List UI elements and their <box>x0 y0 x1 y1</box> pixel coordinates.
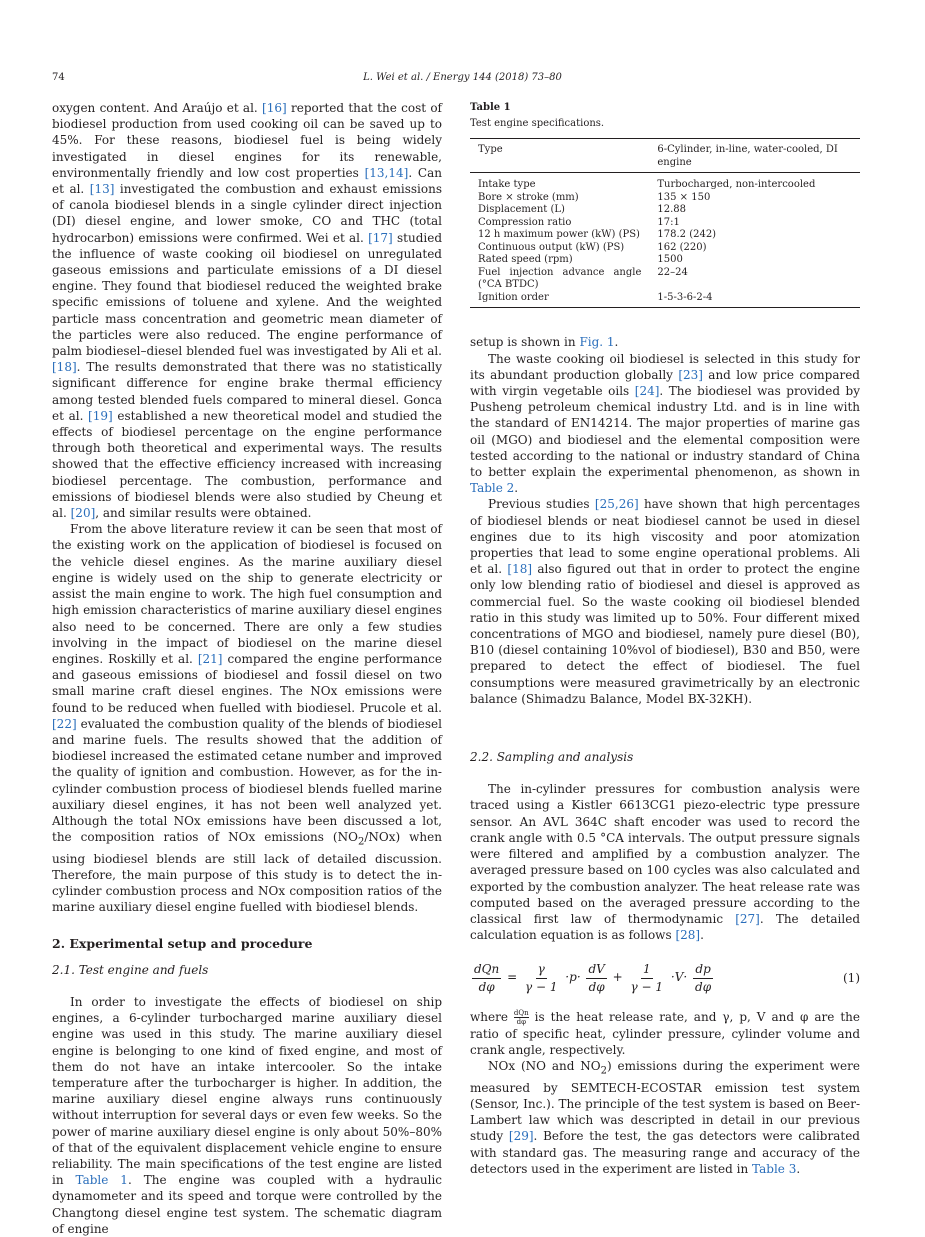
text-run: established a new theoretical model and studied the effects of biodiesel percentage on the engine performance through both theoretical and experimental ways. The results showed that the effective efficiency increased with increasing biodiesel percentage. The combustion, performance and emissions of biodiesel blends were also studied by Cheung et al. <box>52 408 443 521</box>
text-run: The waste cooking oil biodiesel is selected in this study for its abundant production globally <box>470 351 860 382</box>
text-run: . <box>700 928 704 943</box>
citation-link[interactable]: [19] <box>88 408 113 423</box>
table-cell: 1500 <box>657 254 683 266</box>
fraction <box>472 961 501 994</box>
paragraph <box>52 521 442 915</box>
numerator: dp <box>693 961 712 978</box>
pressure-symbol: p <box>569 970 577 985</box>
text-run: oxygen content. And Araújo et al. <box>52 101 263 115</box>
running-header: L. Wei et al. / Energy 144 (2018) 73–80 <box>363 72 562 83</box>
equation-body <box>470 961 715 994</box>
text-run: investigated the combustion and exhaust emissions of canola biodiesel blends in a single cylinder direct injection (DI) diesel engine, and lower smoke, CO and THC (total hydrocarbon) emissions were confirmed. Wei et al. <box>52 182 442 245</box>
citation-link[interactable]: [25,26] <box>594 497 639 512</box>
citation-link[interactable]: [27] <box>735 911 760 926</box>
text-run: have shown that high percentages of biodiesel blends or neat biodiesel cannot be used in diesel engines due to its high viscosity and poor atomization properties that lead to some engine operational problems. Ali et al. <box>470 497 860 577</box>
inline-fraction <box>514 1009 529 1026</box>
table-cell: Fuel injection advance angle (°CA BTDC) <box>478 266 642 291</box>
text-run: compared the engine performance and gaseous emissions of biodiesel and fossil diesel on two small marine craft diesel engines. The NOx emissions were found to be reduced when fuelled with biodiesel. Prucole et al. <box>52 651 443 715</box>
table-cell: Turbocharged, non-intercooled <box>657 179 816 191</box>
subsection-heading: 2.2. Sampling and analysis <box>470 750 634 765</box>
table-header-row <box>470 139 860 173</box>
page-number: 74 <box>52 72 65 83</box>
table-cell: Bore × stroke (mm) <box>478 191 579 203</box>
table-header-cell: Type <box>470 139 649 173</box>
dot-operator: · <box>683 970 688 985</box>
paragraph <box>52 994 442 1237</box>
text-run: . <box>796 1161 801 1176</box>
denominator: γ − 1 <box>630 979 664 994</box>
equation-1 <box>470 961 860 994</box>
denominator: dφ <box>695 979 712 994</box>
subscript: 2 <box>600 1065 607 1077</box>
fraction <box>629 961 666 994</box>
table-row <box>470 242 860 255</box>
text-run: . Can et al. <box>52 165 443 197</box>
paragraph <box>470 1058 860 1177</box>
table-header-cell: 6-Cylinder, in-line, water-cooled, DI engine <box>649 139 860 173</box>
table-row <box>470 292 860 308</box>
table-row <box>470 217 860 230</box>
text-run: ) emissions during the experiment were measured by SEMTECH-ECOSTAR emission test system (Sensor, Inc.). The principle of the test system is based on Beer-Lambert law which was descripted in detail in our previous study <box>470 1059 860 1144</box>
text-run: /NOx) when using biodiesel blends are still lack of detailed discussion. Therefore, the main purpose of this study is to detect the in-cylinder combustion process and NOx composition ratios of the marine auxiliary diesel engine fuelled with biodiesel blends. <box>52 830 442 915</box>
text-run: . The engine was coupled with a hydraulic dynamometer and its speed and torque were controlled by the Changtong diesel engine test system. The schematic diagram of engine <box>52 1173 442 1236</box>
table-caption: Test engine specifications. <box>470 118 605 130</box>
plus-sign: + <box>612 970 623 985</box>
citation-link[interactable]: [20] <box>70 506 96 521</box>
table-cell: 178.2 (242) <box>657 229 717 241</box>
numerator: dV <box>586 961 606 978</box>
paragraph <box>470 781 860 943</box>
text-run: . The results demonstrated that there was no statistically significant difference for engine brake thermal efficiency among tested blended fuels compared to mineral diesel. Gonca et al. <box>52 360 442 423</box>
table-cell: 22–24 <box>657 266 688 278</box>
text-run: evaluated the combustion quality of the blends of biodiesel and marine fuels. The results showed that the addition of biodiesel increased the estimated cetane number and improved the quality of ignition and combustion. However, as for the in-cylinder combustion process of biodiesel blends fuelled marine auxiliary diesel engines, it has not been well analyzed yet. Although the total NOx emissions have been discussed a lot, the composition ratios of NOx emissions (NO <box>52 716 442 845</box>
citation-link[interactable]: [28] <box>675 928 701 943</box>
table-row <box>470 173 860 192</box>
numerator: 1 <box>641 961 653 978</box>
citation-link[interactable]: [23] <box>678 367 703 382</box>
citation-link[interactable]: [16] <box>262 101 287 115</box>
text-run: . <box>514 481 519 496</box>
citation-link[interactable]: [29] <box>508 1129 534 1144</box>
dot-operator: · <box>670 970 675 985</box>
table-label: Table 1 <box>470 102 511 113</box>
numerator: γ <box>536 961 547 978</box>
paragraph <box>470 351 860 497</box>
fraction <box>586 961 606 994</box>
table-cell: Compression ratio <box>478 216 572 228</box>
paragraph <box>470 1009 860 1058</box>
citation-link[interactable]: [21] <box>197 651 223 666</box>
denominator: dφ <box>478 979 495 994</box>
citation-link[interactable]: [18] <box>507 562 533 577</box>
citation-link[interactable]: Table 2 <box>470 481 515 496</box>
text-run: . Before the test, the gas detectors were calibrated with standard gas. The measuring range and accuracy of the detectors used in the experiment are listed in <box>470 1129 860 1176</box>
citation-link[interactable]: Table 3 <box>752 1161 797 1176</box>
table-row <box>470 204 860 217</box>
table-cell: 12.88 <box>657 204 687 216</box>
text-run: The in-cylinder pressures for combustion analysis were traced using a Kistler 6613CG1 piezo-electric type pressure sensor. An AVL 364C shaft encoder was used to record the crank angle with 0.5 °CA intervals. The output pressure signals were filtered and amplified by a combustion analyzer. The averaged pressure based on 100 cycles was also calculated and exported by the combustion analyzer. The heat release rate was computed based on the averaged pressure according to the classical first law of thermodynamic <box>470 782 860 926</box>
table-cell: 1-5-3-6-2-4 <box>649 292 860 308</box>
text-run: From the above literature review it can be seen that most of the existing work on the application of biodiesel is focused on the vehicle diesel engines. As the marine auxiliary diesel engine is widely used on the ship to generate electricity or assist the main engine to work. The high fuel consumption and high emission characteristics of marine auxiliary diesel engines also need to be concerned. There are only a few studies involving in the impact of biodiesel on the marine diesel engines. Roskilly et al. <box>52 522 442 666</box>
text-run: reported that the cost of biodiesel production from used cooking oil can be saved up to 45%. For these reasons, biodiesel fuel is being widely investigated in diesel engines for its renewable, environmentally friendly and low cost properties <box>52 101 443 180</box>
table-row <box>470 229 860 242</box>
fraction <box>693 961 713 994</box>
citation-link[interactable]: [22] <box>52 716 77 731</box>
text-run: NOx (NO and NO <box>488 1059 601 1074</box>
table-cell: 162 (220) <box>657 241 707 253</box>
citation-link[interactable]: Table 1 <box>75 1173 128 1188</box>
text-run: studied the influence of waste cooking oil biodiesel on unregulated gaseous emissions and particulate emissions of a DI diesel engine. They found that biodiesel reduced the weighted brake specific emissions of toluene and xylene. And the weighted particle mass concentration and geometric mean diameter of the particles were also reduced. The engine performance of palm biodiesel–diesel blended fuel was investigated by Ali et al. <box>52 230 443 359</box>
numerator: dQn <box>472 961 501 978</box>
text-run: . The detailed calculation equation is as follows <box>470 911 861 943</box>
text-run: . The biodiesel was provided by Pusheng petroleum chemical industry Ltd. and is in line with the standard of EN14214. The major properties of marine gas oil (MGO) and biodiesel and the elemental composition were tested according to the national or industry standard of China to better explain the experimental phenomenon, as shown in <box>470 384 861 480</box>
paragraph <box>52 100 442 521</box>
table-row <box>470 267 860 292</box>
text-run: , and similar results were obtained. <box>95 506 312 521</box>
subsection-heading: 2.1. Test engine and fuels <box>52 962 209 977</box>
specs-table <box>470 138 860 308</box>
citation-link[interactable]: [18] <box>52 360 77 375</box>
table-cell: Continuous output (kW) (PS) <box>478 241 625 253</box>
equals-sign: = <box>507 970 518 985</box>
citation-link[interactable]: Fig. 1 <box>579 335 615 350</box>
table-cell: 12 h maximum power (kW) (PS) <box>478 229 640 241</box>
table-row <box>470 192 860 205</box>
denominator: γ − 1 <box>524 979 558 994</box>
citation-link[interactable]: [13] <box>89 182 115 197</box>
equation-number: (1) <box>843 970 860 985</box>
text-run: setup is shown in <box>470 335 580 350</box>
text-run: and low price compared with virgin vegetable oils <box>470 367 860 399</box>
text-run: . <box>614 335 619 350</box>
table-1 <box>470 100 860 308</box>
citation-link[interactable]: [24] <box>634 384 660 399</box>
dot-operator: · <box>565 970 570 985</box>
citation-link[interactable]: [13,14] <box>364 165 409 180</box>
text-run: also figured out that in order to protect the engine only low blending ratio of biodiesel and diesel is approved as commercial fuel. So the waste cooking oil biodiesel blended ratio in this study was limited up to 50%. Four different mixed concentrations of MGO and biodiesel, namely pure diesel (B0), B10 (diesel containing 10%vol of biodiesel), B30 and B50, were prepared to detect the effect of biodiesel. The fuel consumptions were measured gravimetrically by an electronic balance (Shimadzu Balance, Model BX-32KH). <box>470 562 861 706</box>
table-cell: 17:1 <box>657 216 680 228</box>
numerator: dQn <box>513 1008 529 1017</box>
table-cell: Intake type <box>478 179 536 191</box>
right-column <box>470 100 860 1177</box>
text-run: Previous studies <box>488 497 595 512</box>
subscript: 2 <box>357 836 365 848</box>
paragraph <box>470 334 860 350</box>
fraction <box>523 961 560 994</box>
citation-link[interactable]: [17] <box>368 230 393 245</box>
table-cell: 135 × 150 <box>657 191 711 203</box>
volume-symbol: V <box>674 970 684 985</box>
table-cell: Displacement (L) <box>478 204 565 216</box>
table-cell: Rated speed (rpm) <box>478 254 573 266</box>
text-run: where <box>470 1009 514 1024</box>
paragraph <box>470 496 860 707</box>
denominator: dφ <box>588 979 605 994</box>
left-column <box>52 100 442 1237</box>
section-heading: 2. Experimental setup and procedure <box>52 935 313 951</box>
denominator: dφ <box>516 1017 526 1026</box>
table-cell: Ignition order <box>470 292 649 308</box>
dot-operator: · <box>576 970 581 985</box>
text-run: is the heat release rate, and γ, p, V and φ are the ratio of specific heat, cylinder pressure, cylinder volume and crank angle, respectively. <box>470 1009 860 1057</box>
table-row <box>470 254 860 267</box>
text-run: In order to investigate the effects of biodiesel on ship engines, a 6-cylinder turbocharged marine auxiliary diesel engine was used in this study. The marine auxiliary diesel engine is belonging to one kind of fixed engine, and most of them do not have an intake intercooler. So the intake temperature after the turbocharger is higher. In addition, the marine auxiliary diesel engine always runs continuously without interruption for several days or even few weeks. So the power of marine auxiliary diesel engine is only about 50%–80% of that of the equivalent displacement vehicle engine to ensure reliability. The main specifications of the test engine are listed in <box>52 994 442 1188</box>
